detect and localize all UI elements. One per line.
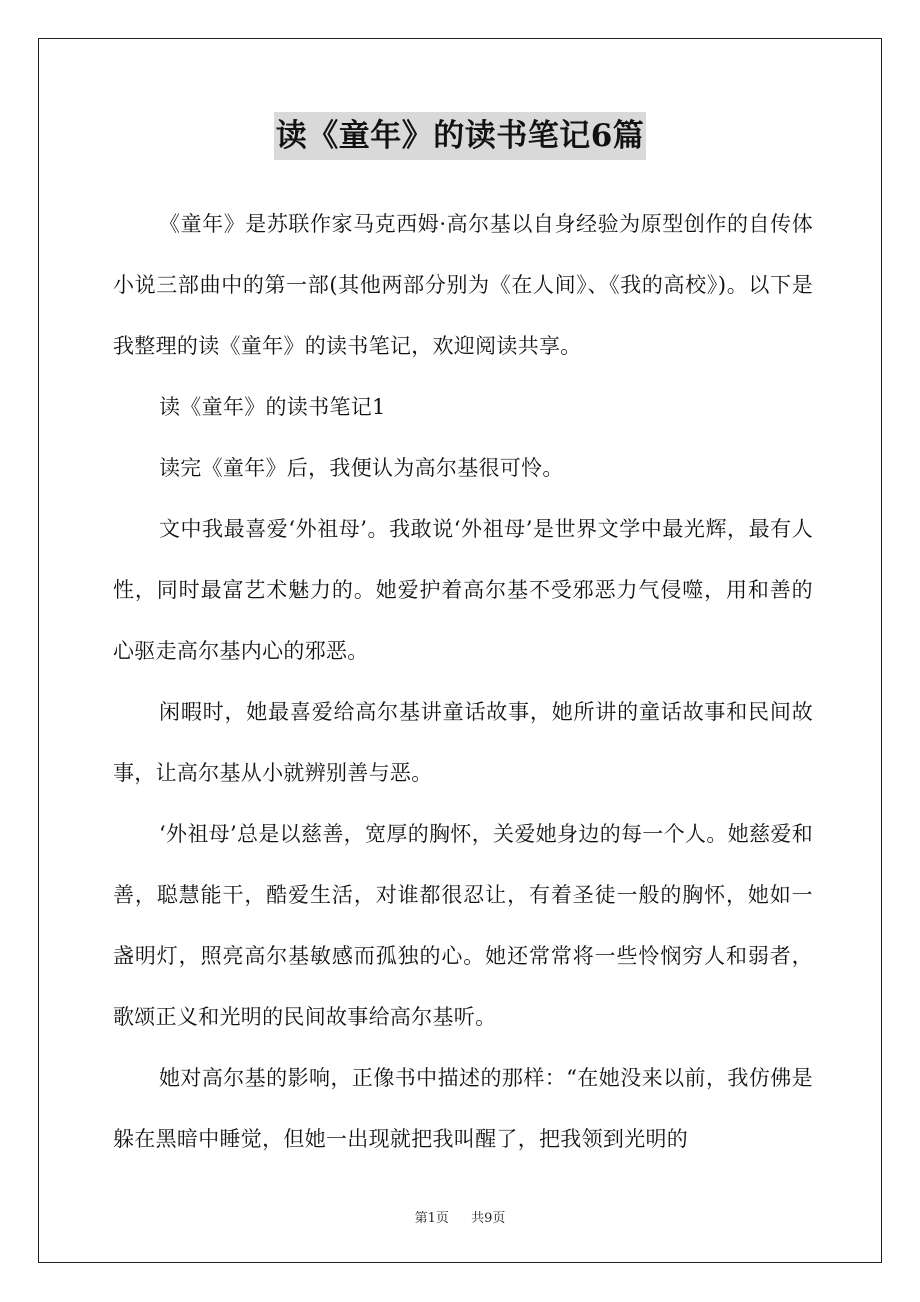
page-footer xyxy=(0,1207,920,1226)
paragraph: 读完《童年》后，我便认为高尔基很可怜。 xyxy=(159,456,564,480)
page-number-total: 共9页 xyxy=(471,1211,506,1226)
paragraph-intro: 《童年》是苏联作家马克西姆·高尔基以自身经验为原型创作的自传体小说三部曲中的第一部(其他两部分别为《在人间》、《我的高校》)。以下是我整理的读《童年》的读书笔记，欢迎阅读共享。 xyxy=(113,212,813,358)
section-heading: 读《童年》的读书笔记1 xyxy=(159,395,386,419)
document-title: 读《童年》的读书笔记6篇 xyxy=(274,112,647,160)
document-body xyxy=(113,194,813,1170)
title-container xyxy=(0,112,920,160)
paragraph: 闲暇时，她最喜爱给高尔基讲童话故事，她所讲的童话故事和民间故事，让高尔基从小就辨别善与恶。 xyxy=(113,700,813,785)
paragraph: 文中我最喜爱‘外祖母’。我敢说‘外祖母’是世界文学中最光辉，最有人性，同时最富艺术魅力的。她爱护着高尔基不受邪恶力气侵噬，用和善的心驱走高尔基内心的邪恶。 xyxy=(113,517,813,663)
paragraph: 她对高尔基的影响，正像书中描述的那样：“在她没来以前，我仿佛是躲在黑暗中睡觉，但她一出现就把我叫醒了，把我领到光明的 xyxy=(113,1066,813,1151)
page-number-current: 第1页 xyxy=(414,1211,449,1226)
paragraph: ‘外祖母’总是以慈善，宽厚的胸怀，关爱她身边的每一个人。她慈爱和善，聪慧能干，酷爱生活，对谁都很忍让，有着圣徒一般的胸怀，她如一盏明灯，照亮高尔基敏感而孤独的心。她还常常将一些怜悯穷人和弱者，歌颂正义和光明的民间故事给高尔基听。 xyxy=(113,822,813,1029)
